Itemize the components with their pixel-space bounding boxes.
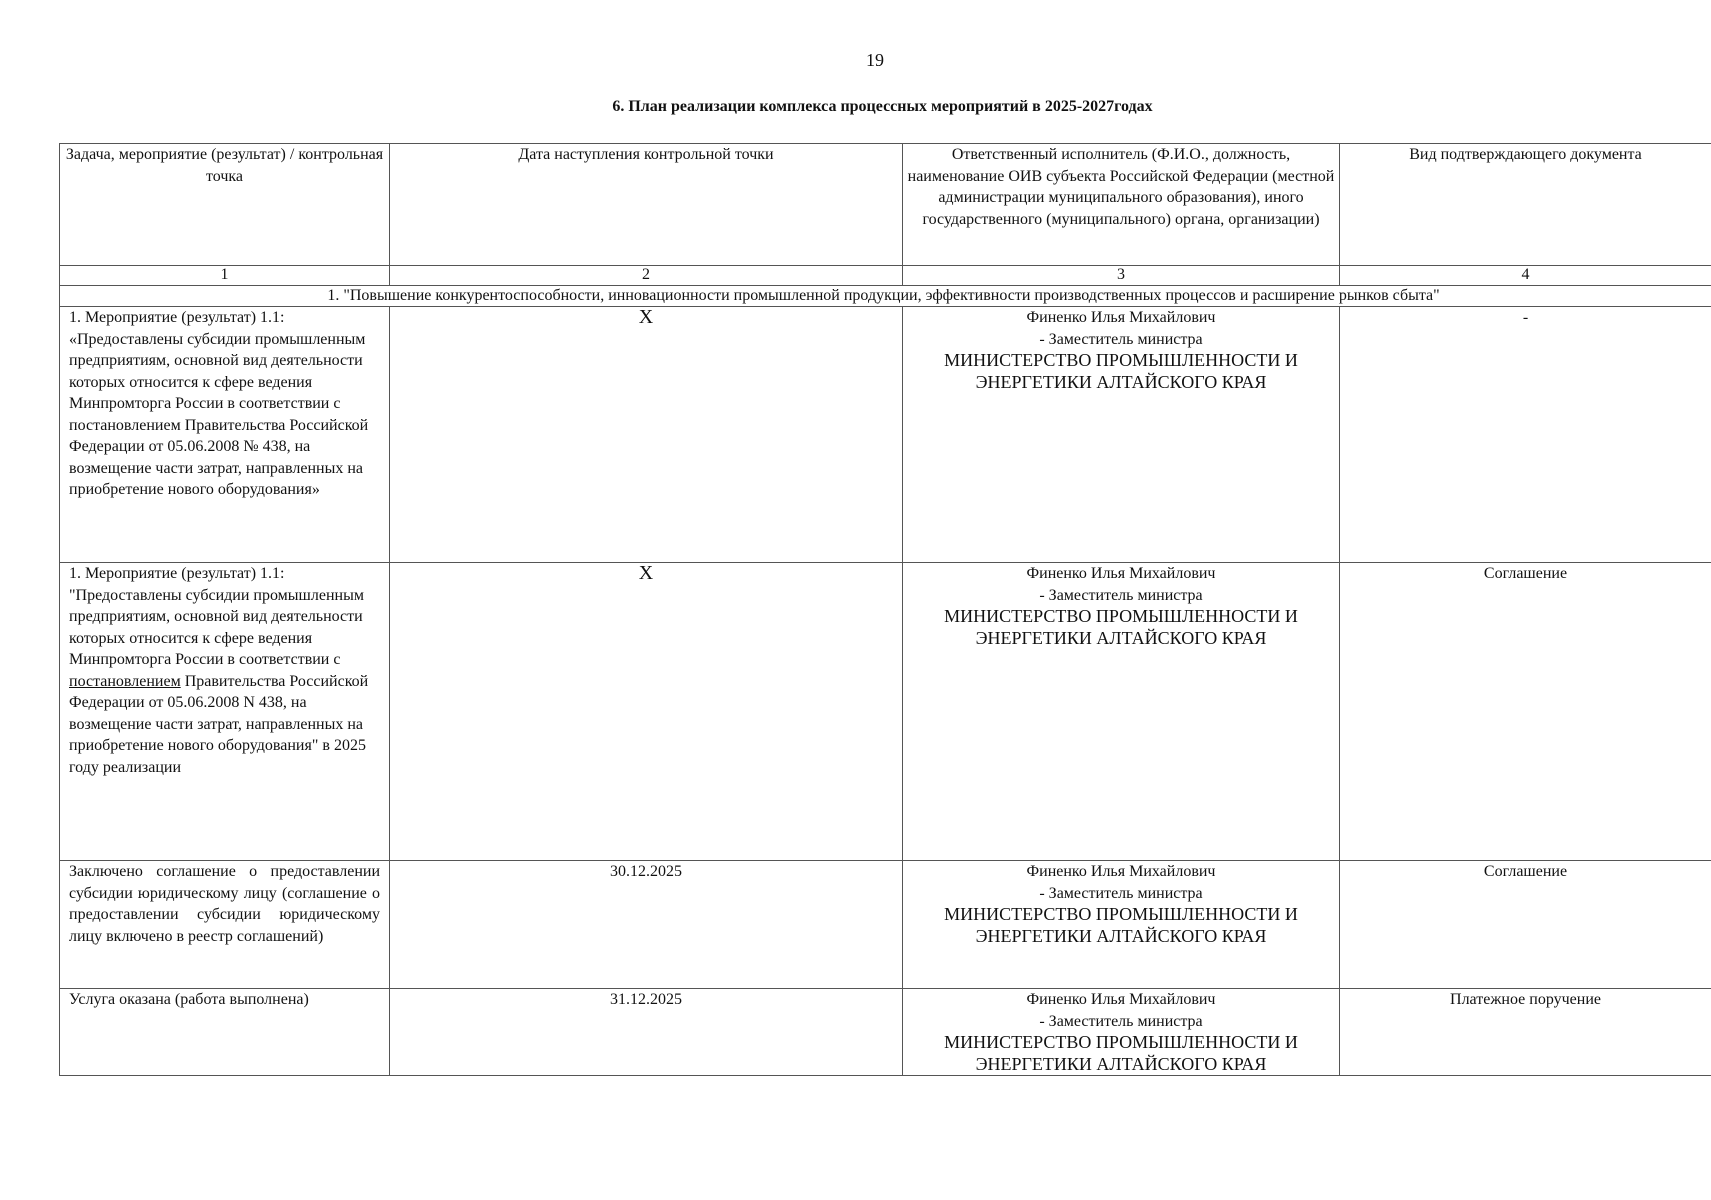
date-cell: X [390,307,903,563]
document-cell: - [1340,307,1711,563]
document-title: 6. План реализации комплекса процессных мероприятий в 2025-2027годах [612,98,1153,115]
task-text-end: Правительства Российской Федерации от 05.06.2008 N 438, на возмещение части затрат, направленных на приобретение нового оборудования" в 2025 году реализации [69,672,369,776]
plan-table [59,143,1711,1076]
responsible-role: - Заместитель министра [1039,586,1203,604]
table-row [60,307,1711,563]
responsible-org: МИНИСТЕРСТВО ПРОМЫШЛЕННОСТИ И ЭНЕРГЕТИКИ АЛТАЙСКОГО КРАЯ [944,606,1298,648]
responsible-role: - Заместитель министра [1039,1012,1203,1030]
header-date: Дата наступления контрольной точки [390,144,903,266]
table-row [60,989,1711,1076]
header-document: Вид подтверждающего документа [1340,144,1711,266]
column-number-row [60,266,1711,286]
document-cell: Платежное поручение [1340,989,1711,1076]
responsible-cell [903,861,1340,989]
date-cell: 30.12.2025 [390,861,903,989]
task-cell: 1. Мероприятие (результат) 1.1: «Предоставлены субсидии промышленным предприятиям, основной вид деятельности которых относится к сфере ведения Минпромторга России в соответствии с постановлением Правительства Российской Федерации от 05.06.2008 № 438, на возмещение части затрат, направленных на приобретение нового оборудования» [60,307,390,563]
responsible-name: Финенко Илья Михайлович [1026,863,1216,880]
task-cell: Заключено соглашение о предоставлении субсидии юридическому лицу (соглашение о предоставлении субсидии юридическому лицу включено в реестр соглашений) [60,861,390,989]
task-text-start: 1. Мероприятие (результат) 1.1: "Предоставлены субсидии промышленным предприятиям, основной вид деятельности которых относится к сфере ведения Минпромторга России в соответствии с [69,565,364,668]
regulation-link[interactable]: постановлением [69,672,181,690]
task-cell: Услуга оказана (работа выполнена) [60,989,390,1076]
task-cell [60,563,390,861]
table-row [60,563,1711,861]
table-row [60,861,1711,989]
header-task: Задача, мероприятие (результат) / контрольная точка [60,144,390,266]
date-cell: 31.12.2025 [390,989,903,1076]
date-cell: X [390,563,903,861]
responsible-name: Финенко Илья Михайлович [1026,565,1216,582]
section-title: 1. "Повышение конкурентоспособности, инновационности промышленной продукции, эффективности производственных процессов и расширение рынков сбыта" [60,286,1711,307]
header-responsible: Ответственный исполнитель (Ф.И.О., должность, наименование ОИВ субъекта Российской Федерации (местной администрации муниципального образования), иного государственного (муниципального) органа, организации) [903,144,1340,266]
page-number: 19 [866,50,884,70]
responsible-role: - Заместитель министра [1039,330,1203,348]
responsible-name: Финенко Илья Михайлович [1026,991,1216,1008]
column-number: 4 [1340,266,1711,286]
responsible-cell [903,307,1340,563]
responsible-role: - Заместитель министра [1039,884,1203,902]
document-cell: Соглашение [1340,861,1711,989]
responsible-org: МИНИСТЕРСТВО ПРОМЫШЛЕННОСТИ И ЭНЕРГЕТИКИ АЛТАЙСКОГО КРАЯ [944,350,1298,392]
responsible-cell [903,989,1340,1076]
column-number: 1 [60,266,390,286]
document-cell: Соглашение [1340,563,1711,861]
table-header-row [60,144,1711,266]
section-row [60,286,1711,307]
column-number: 3 [903,266,1340,286]
responsible-cell [903,563,1340,861]
responsible-org: МИНИСТЕРСТВО ПРОМЫШЛЕННОСТИ И ЭНЕРГЕТИКИ АЛТАЙСКОГО КРАЯ [944,904,1298,946]
responsible-name: Финенко Илья Михайлович [1026,309,1216,326]
responsible-org: МИНИСТЕРСТВО ПРОМЫШЛЕННОСТИ И ЭНЕРГЕТИКИ АЛТАЙСКОГО КРАЯ [944,1032,1298,1074]
column-number: 2 [390,266,903,286]
